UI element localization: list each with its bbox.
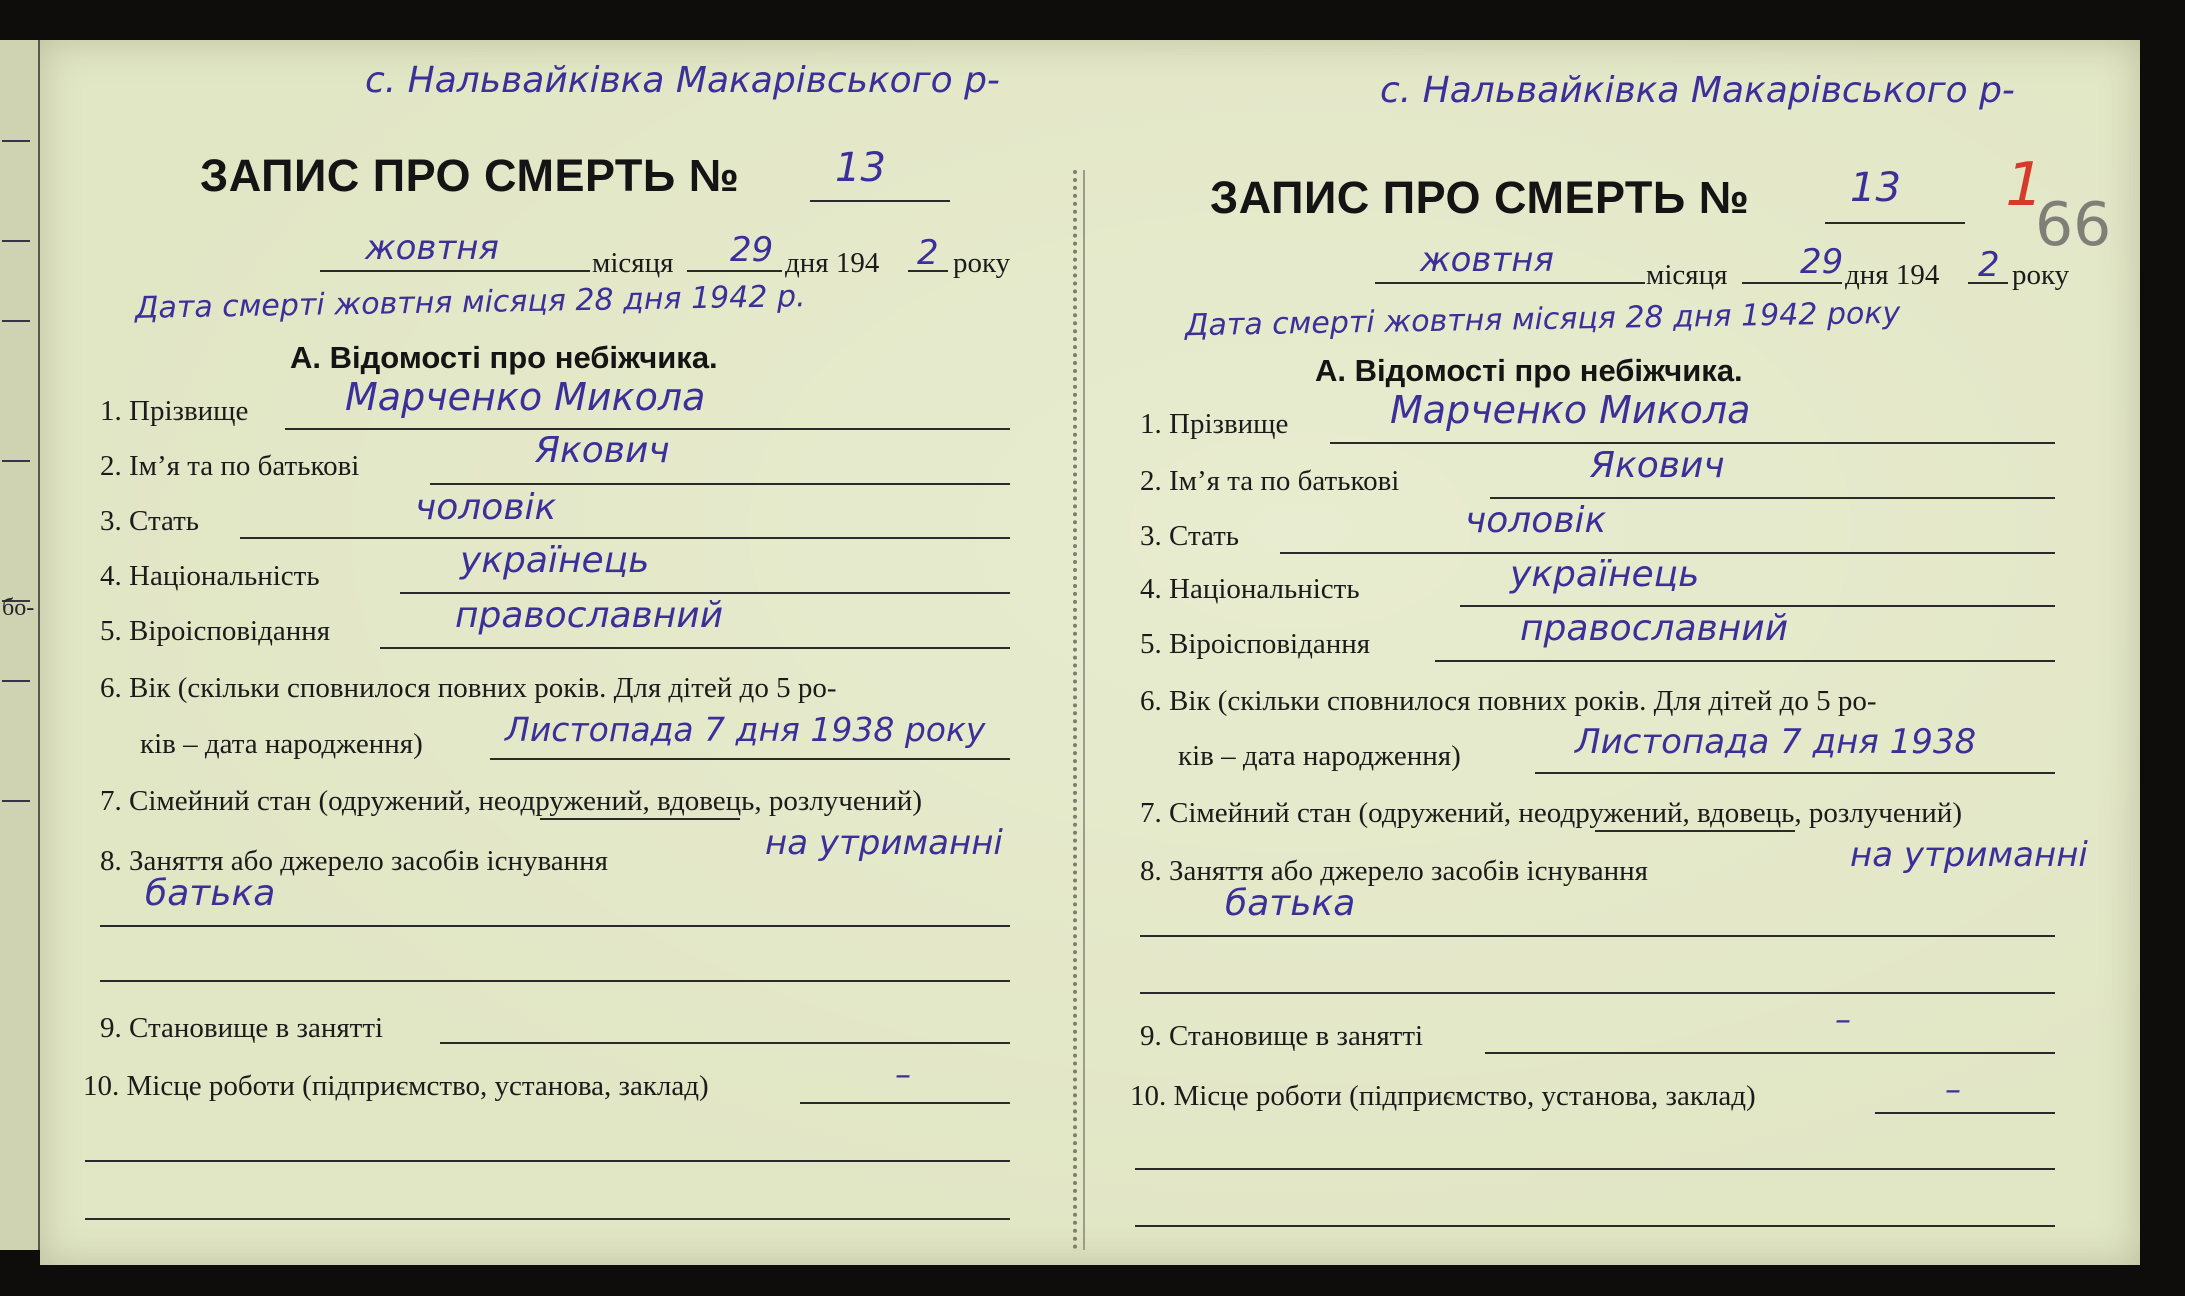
date-month-value: жовтня <box>1420 240 1554 280</box>
age-label-line-2: ків – дата народження) <box>1178 740 1461 772</box>
religion-label: 5. Віроісповідання <box>100 615 331 647</box>
workplace-line-3 <box>1135 1225 2055 1227</box>
perforation-divider <box>1073 170 1077 1250</box>
date-year-line <box>1968 282 2008 284</box>
position-label: 9. Становище в занятті <box>1140 1020 1424 1052</box>
position-line <box>440 1042 1010 1044</box>
red-mark: 1 <box>1997 150 2051 220</box>
ruled-line <box>2 140 30 142</box>
archive-number-mark: 66 <box>2035 190 2112 260</box>
workplace-dash: – <box>1945 1070 1961 1108</box>
nationality-value: українець <box>460 540 650 581</box>
workplace-dash: – <box>895 1055 911 1093</box>
date-month-line <box>1375 282 1645 284</box>
date-day-value: 29 <box>730 230 774 270</box>
date-year-label: року <box>953 247 1011 279</box>
occupation-value-1: на утриманні <box>1850 835 2088 875</box>
death-record-sheet <box>40 40 2140 1265</box>
occupation-line-1 <box>100 925 1010 927</box>
workplace-label: 10. Місце роботи (підприємство, установа, заклад) <box>1130 1080 1756 1112</box>
ruled-line <box>2 240 30 242</box>
section-a-heading: А. Відомості про небіжчика. <box>1315 353 1743 388</box>
death-date-note: Дата смерті жовтня місяця 28 дня 1942 року <box>1184 295 1901 344</box>
death-record-form-left <box>65 40 1055 1265</box>
nationality-label: 4. Національність <box>100 560 320 592</box>
record-number: 13 <box>1850 165 1901 211</box>
nationality-line <box>1460 605 2055 607</box>
surname-label: 1. Прізвище <box>100 395 249 427</box>
name-label: 2. Ім’я та по батькові <box>1140 465 1400 497</box>
occupation-label: 8. Заняття або джерело засобів існування <box>1140 855 1649 887</box>
surname-value: Марченко Микола <box>1390 388 1751 432</box>
surname-line <box>1330 442 2055 444</box>
occupation-value-2: батька <box>1225 883 1356 924</box>
sex-value: чоловік <box>1465 500 1607 541</box>
record-title: ЗАПИС ПРО СМЕРТЬ № <box>1210 172 1750 223</box>
workplace-line-2 <box>85 1160 1010 1162</box>
death-record-form-right <box>1090 40 2112 1265</box>
date-day-value: 29 <box>1800 242 1844 282</box>
village-note: с. Нальвайківка Макарівського р- <box>1380 70 2015 111</box>
date-day-label: дня 194 <box>785 247 880 279</box>
surname-value: Марченко Микола <box>345 375 706 419</box>
ruled-line <box>2 680 30 682</box>
ruled-line <box>2 800 30 802</box>
position-label: 9. Становище в занятті <box>100 1012 384 1044</box>
marital-status-underline <box>1595 830 1795 832</box>
sex-label: 3. Стать <box>1140 520 1240 552</box>
name-label: 2. Ім’я та по батькові <box>100 450 360 482</box>
name-line <box>430 483 1010 485</box>
occupation-line-2 <box>100 980 1010 982</box>
age-label-line-2: ків – дата народження) <box>140 728 423 760</box>
date-month-value: жовтня <box>365 228 499 268</box>
sex-value: чоловік <box>415 487 557 528</box>
nationality-line <box>400 592 1010 594</box>
position-value: – <box>1835 1000 1851 1038</box>
religion-value: православний <box>455 595 724 636</box>
age-value: Листопада 7 дня 1938 року <box>505 710 986 749</box>
age-label-line-1: 6. Вік (скільки сповнилося повних років. Для дітей до 5 ро- <box>1140 685 1877 717</box>
name-value: Якович <box>535 430 670 471</box>
ruled-line <box>2 460 30 462</box>
age-line <box>490 758 1010 760</box>
workplace-line-3 <box>85 1218 1010 1220</box>
date-year-value: 2 <box>917 233 939 273</box>
sex-label: 3. Стать <box>100 505 200 537</box>
name-value: Якович <box>1590 445 1725 486</box>
date-year-line <box>908 270 948 272</box>
fold-line <box>1083 170 1085 1250</box>
age-label-line-1: 6. Вік (скільки сповнилося повних років. Для дітей до 5 ро- <box>100 672 837 704</box>
date-month-line <box>320 270 590 272</box>
village-note: с. Нальвайківка Макарівського р- <box>365 60 1000 101</box>
position-line <box>1485 1052 2055 1054</box>
section-a-heading: А. Відомості про небіжчика. <box>290 340 718 375</box>
ruled-line <box>2 320 30 322</box>
religion-line <box>380 647 1010 649</box>
sex-line <box>240 537 1010 539</box>
previous-page-strip <box>0 40 41 1250</box>
record-number: 13 <box>835 145 886 191</box>
nationality-label: 4. Національність <box>1140 573 1360 605</box>
nationality-value: українець <box>1510 554 1700 595</box>
religion-label: 5. Віроісповідання <box>1140 628 1371 660</box>
marital-status-label: 7. Сімейний стан (одружений, неодружений, вдовець, розлучений) <box>1140 797 1962 829</box>
date-year-value: 2 <box>1978 245 2000 285</box>
record-title: ЗАПИС ПРО СМЕРТЬ № <box>200 150 740 201</box>
date-day-line <box>687 270 782 272</box>
occupation-value-1: на утриманні <box>765 823 1003 863</box>
date-day-line <box>1742 282 1842 284</box>
workplace-line-2 <box>1135 1168 2055 1170</box>
previous-page-text-fragment: бо- <box>2 595 35 621</box>
name-line <box>1490 497 2055 499</box>
surname-label: 1. Прізвище <box>1140 408 1289 440</box>
age-value: Листопада 7 дня 1938 <box>1575 722 1977 762</box>
occupation-line-2 <box>1140 992 2055 994</box>
occupation-line-1 <box>1140 935 2055 937</box>
date-day-label: дня 194 <box>1845 259 1940 291</box>
death-date-note: Дата смерті жовтня місяця 28 дня 1942 р. <box>134 279 806 326</box>
religion-line <box>1435 660 2055 662</box>
date-month-label: місяця <box>592 247 674 279</box>
occupation-value-2: батька <box>145 873 276 914</box>
marital-status-underline <box>540 818 740 820</box>
date-year-label: року <box>2012 259 2070 291</box>
occupation-label: 8. Заняття або джерело засобів існування <box>100 845 609 877</box>
marital-status-label: 7. Сімейний стан (одружений, неодружений, вдовець, розлучений) <box>100 785 922 817</box>
workplace-line <box>800 1102 1010 1104</box>
record-number-line <box>1825 222 1965 224</box>
record-number-line <box>810 200 950 202</box>
workplace-line <box>1875 1112 2055 1114</box>
age-line <box>1535 772 2055 774</box>
date-month-label: місяця <box>1646 259 1728 291</box>
workplace-label: 10. Місце роботи (підприємство, установа, заклад) <box>83 1070 709 1102</box>
religion-value: православний <box>1520 608 1789 649</box>
